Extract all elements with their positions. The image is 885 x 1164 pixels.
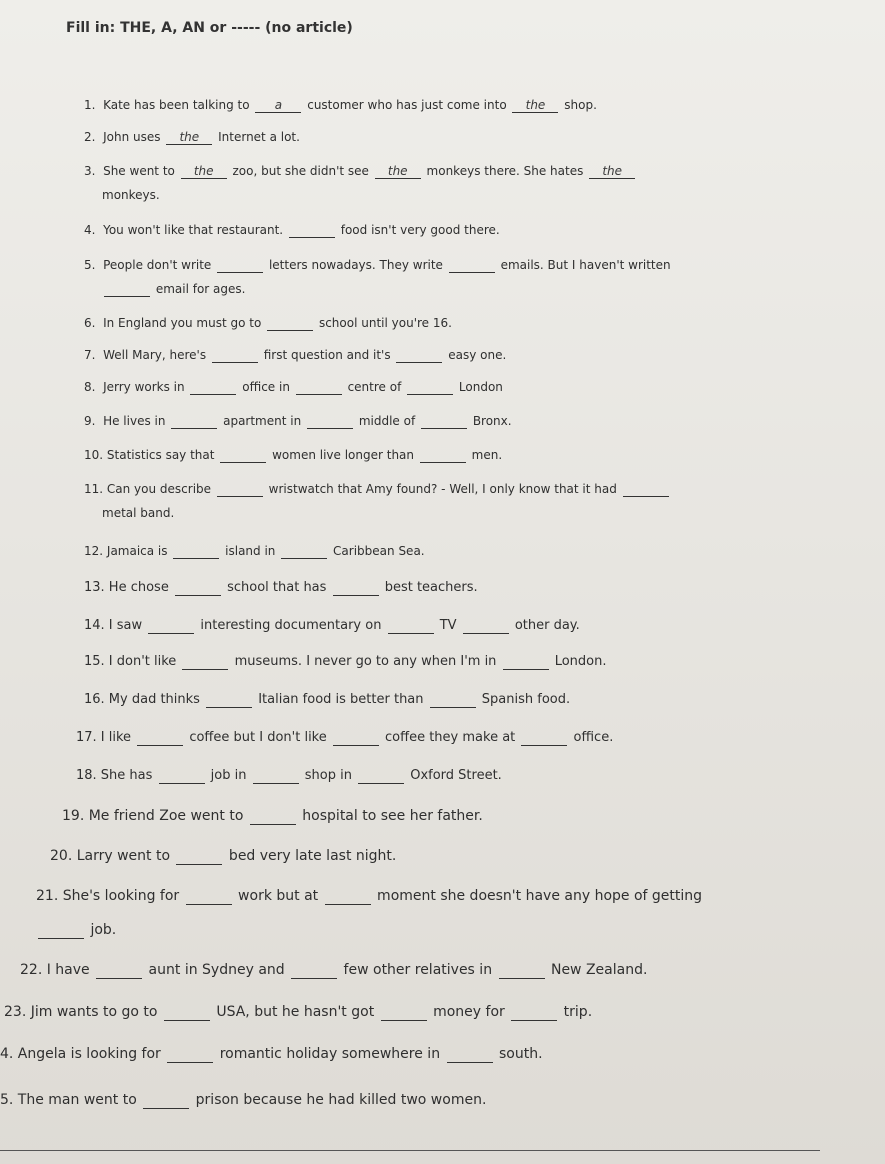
answer-blank[interactable] xyxy=(171,415,217,429)
exercise-text: romantic holiday somewhere in xyxy=(215,1046,445,1062)
exercise-text: south. xyxy=(494,1046,543,1062)
answer-blank[interactable] xyxy=(375,165,421,179)
exercise-text: Italian food is better than xyxy=(254,692,428,707)
handwritten-answer: the xyxy=(193,164,214,178)
answer-blank[interactable] xyxy=(148,619,194,634)
exercise-text: office in xyxy=(238,380,294,394)
answer-blank[interactable] xyxy=(333,581,379,596)
answer-blank[interactable] xyxy=(388,619,434,634)
exercise-text: monkeys. xyxy=(102,188,160,202)
exercise-text: 23. Jim wants to go to xyxy=(4,1004,162,1020)
handwritten-answer: the xyxy=(179,130,200,144)
exercise-line xyxy=(84,258,671,273)
answer-blank[interactable] xyxy=(173,545,219,559)
exercise-text: 20. Larry went to xyxy=(50,848,175,864)
exercise-text: coffee they make at xyxy=(380,730,520,745)
answer-blank[interactable] xyxy=(521,731,567,746)
answer-blank[interactable] xyxy=(175,581,221,596)
exercise-text: 1. Kate has been talking to xyxy=(84,98,254,112)
answer-blank[interactable] xyxy=(291,963,337,979)
exercise-line xyxy=(50,848,396,865)
bottom-rule xyxy=(0,1150,820,1151)
exercise-text: middle of xyxy=(355,414,419,428)
answer-blank[interactable] xyxy=(212,349,258,363)
answer-blank[interactable] xyxy=(159,769,205,784)
exercise-text: London xyxy=(455,380,503,394)
exercise-line xyxy=(84,348,506,363)
answer-blank[interactable] xyxy=(217,259,263,273)
answer-blank[interactable] xyxy=(430,693,476,708)
answer-blank[interactable] xyxy=(421,415,467,429)
exercise-text: 12. Jamaica is xyxy=(84,544,172,558)
exercise-text: 14. I saw xyxy=(84,618,147,633)
exercise-text: interesting documentary on xyxy=(196,618,386,633)
exercise-line xyxy=(84,414,512,429)
exercise-line xyxy=(84,482,671,497)
answer-blank[interactable] xyxy=(38,923,84,939)
exercise-text: best teachers. xyxy=(380,580,478,595)
exercise-text: island in xyxy=(221,544,280,558)
exercise-text: zoo, but she didn't see xyxy=(228,164,373,178)
exercise-text: shop in xyxy=(300,768,357,783)
exercise-text: Bronx. xyxy=(469,414,512,428)
exercise-text: 13. He chose xyxy=(84,580,173,595)
answer-blank[interactable] xyxy=(190,381,236,395)
exercise-line xyxy=(0,1046,543,1063)
answer-blank[interactable] xyxy=(281,545,327,559)
exercise-text: hospital to see her father. xyxy=(297,808,483,824)
exercise-text: 22. I have xyxy=(20,962,95,978)
exercise-text: 2. John uses xyxy=(84,130,165,144)
answer-blank[interactable] xyxy=(182,655,228,670)
answer-blank[interactable] xyxy=(503,655,549,670)
exercise-text: apartment in xyxy=(219,414,306,428)
exercise-text: TV xyxy=(435,618,461,633)
exercise-text: 21. She's looking for xyxy=(36,888,184,904)
exercise-line xyxy=(84,654,606,670)
exercise-text: wristwatch that Amy found? - Well, I only know that it had xyxy=(264,482,621,496)
answer-blank[interactable] xyxy=(176,849,222,865)
exercise-text: 17. I like xyxy=(76,730,136,745)
exercise-text: 4. Angela is looking for xyxy=(0,1046,166,1062)
exercise-line xyxy=(102,282,245,297)
answer-blank[interactable] xyxy=(267,317,313,331)
answer-blank[interactable] xyxy=(217,483,263,497)
handwritten-answer: the xyxy=(525,98,546,112)
answer-blank[interactable] xyxy=(333,731,379,746)
exercise-line xyxy=(36,888,702,905)
exercise-line xyxy=(36,922,116,939)
answer-blank[interactable] xyxy=(325,889,371,905)
answer-blank[interactable] xyxy=(104,283,150,297)
answer-blank[interactable] xyxy=(143,1093,189,1109)
exercise-text: 11. Can you describe xyxy=(84,482,215,496)
exercise-text: Caribbean Sea. xyxy=(329,544,425,558)
exercise-line xyxy=(102,188,160,202)
answer-blank[interactable] xyxy=(296,381,342,395)
exercise-text: office. xyxy=(569,730,614,745)
answer-blank[interactable] xyxy=(166,131,212,145)
answer-blank[interactable] xyxy=(181,165,227,179)
answer-blank[interactable] xyxy=(255,99,301,113)
exercise-text: 19. Me friend Zoe went to xyxy=(62,808,248,824)
exercise-text: easy one. xyxy=(444,348,507,362)
exercise-line xyxy=(84,223,500,238)
answer-blank[interactable] xyxy=(396,349,442,363)
answer-blank[interactable] xyxy=(253,769,299,784)
exercise-text: aunt in Sydney and xyxy=(144,962,290,978)
answer-blank[interactable] xyxy=(164,1005,210,1021)
exercise-text: moment she doesn't have any hope of getting xyxy=(372,888,703,904)
exercise-text: job in xyxy=(206,768,251,783)
exercise-line xyxy=(76,730,613,746)
exercise-text: letters nowadays. They write xyxy=(265,258,447,272)
exercise-line xyxy=(0,1092,486,1109)
exercise-line xyxy=(84,618,580,634)
answer-blank[interactable] xyxy=(499,963,545,979)
exercise-text: 18. She has xyxy=(76,768,157,783)
exercise-text: monkeys there. She hates xyxy=(422,164,588,178)
answer-blank[interactable] xyxy=(186,889,232,905)
exercise-text: coffee but I don't like xyxy=(185,730,331,745)
answer-blank[interactable] xyxy=(96,963,142,979)
exercise-text: museums. I never go to any when I'm in xyxy=(230,654,501,669)
exercise-line xyxy=(84,544,425,559)
answer-blank[interactable] xyxy=(407,381,453,395)
answer-blank[interactable] xyxy=(137,731,183,746)
answer-blank[interactable] xyxy=(250,809,296,825)
answer-blank[interactable] xyxy=(220,449,266,463)
exercise-text: 10. Statistics say that xyxy=(84,448,219,462)
answer-blank[interactable] xyxy=(463,619,509,634)
exercise-text: work but at xyxy=(233,888,323,904)
exercise-text: 6. In England you must go to xyxy=(84,316,266,330)
exercise-line xyxy=(84,316,452,331)
answer-blank[interactable] xyxy=(289,224,335,238)
exercise-line xyxy=(20,962,647,979)
exercise-line xyxy=(84,448,502,463)
handwritten-answer: the xyxy=(602,164,623,178)
exercise-text: 16. My dad thinks xyxy=(84,692,205,707)
exercise-text: trip. xyxy=(559,1004,593,1020)
exercise-text: 3. She went to xyxy=(84,164,179,178)
exercise-text: bed very late last night. xyxy=(224,848,397,864)
answer-blank[interactable] xyxy=(512,99,558,113)
exercise-text: few other relatives in xyxy=(339,962,497,978)
answer-blank[interactable] xyxy=(449,259,495,273)
exercise-text: metal band. xyxy=(102,506,175,520)
exercise-text: shop. xyxy=(560,98,597,112)
exercise-text: money for xyxy=(428,1004,510,1020)
exercise-text: first question and it's xyxy=(259,348,395,362)
exercise-text: London. xyxy=(550,654,607,669)
answer-blank[interactable] xyxy=(381,1005,427,1021)
answer-blank[interactable] xyxy=(589,165,635,179)
answer-blank[interactable] xyxy=(307,415,353,429)
exercise-line xyxy=(4,1004,592,1021)
handwritten-answer: the xyxy=(387,164,408,178)
exercise-text: Spanish food. xyxy=(477,692,571,707)
exercise-text: prison because he had killed two women. xyxy=(191,1092,487,1108)
handwritten-answer: a xyxy=(274,98,283,112)
answer-blank[interactable] xyxy=(167,1047,213,1063)
exercise-text: food isn't very good there. xyxy=(336,223,500,237)
exercise-text: job. xyxy=(86,922,117,938)
exercise-text: school until you're 16. xyxy=(315,316,452,330)
exercise-text: centre of xyxy=(343,380,406,394)
exercise-text: 8. Jerry works in xyxy=(84,380,189,394)
exercise-text: USA, but he hasn't got xyxy=(211,1004,379,1020)
exercise-text: 5. People don't write xyxy=(84,258,216,272)
exercise-text: other day. xyxy=(510,618,580,633)
exercise-text: 7. Well Mary, here's xyxy=(84,348,210,362)
exercise-line xyxy=(84,130,300,145)
exercise-line xyxy=(84,164,637,179)
exercise-text: 9. He lives in xyxy=(84,414,170,428)
exercise-text: New Zealand. xyxy=(546,962,648,978)
exercise-text: 15. I don't like xyxy=(84,654,181,669)
exercise-text: women live longer than xyxy=(268,448,418,462)
exercise-text: customer who has just come into xyxy=(303,98,511,112)
exercise-text: school that has xyxy=(222,580,331,595)
answer-blank[interactable] xyxy=(420,449,466,463)
exercise-text: 4. You won't like that restaurant. xyxy=(84,223,287,237)
exercise-line xyxy=(84,692,570,708)
exercise-line xyxy=(62,808,483,825)
exercise-line xyxy=(76,768,502,784)
exercise-text: men. xyxy=(467,448,503,462)
exercise-text: 5. The man went to xyxy=(0,1092,142,1108)
exercise-text: Oxford Street. xyxy=(406,768,502,783)
exercise-line xyxy=(84,380,503,395)
exercise-line xyxy=(84,98,597,113)
answer-blank[interactable] xyxy=(447,1047,493,1063)
exercise-line xyxy=(84,580,478,596)
answer-blank[interactable] xyxy=(206,693,252,708)
exercise-text: email for ages. xyxy=(152,282,246,296)
worksheet-title: Fill in: THE, A, AN or ----- (no article) xyxy=(66,20,353,36)
exercise-text: Internet a lot. xyxy=(214,130,300,144)
answer-blank[interactable] xyxy=(623,483,669,497)
exercise-text: emails. But I haven't written xyxy=(496,258,671,272)
exercise-line xyxy=(102,506,174,520)
answer-blank[interactable] xyxy=(358,769,404,784)
answer-blank[interactable] xyxy=(511,1005,557,1021)
